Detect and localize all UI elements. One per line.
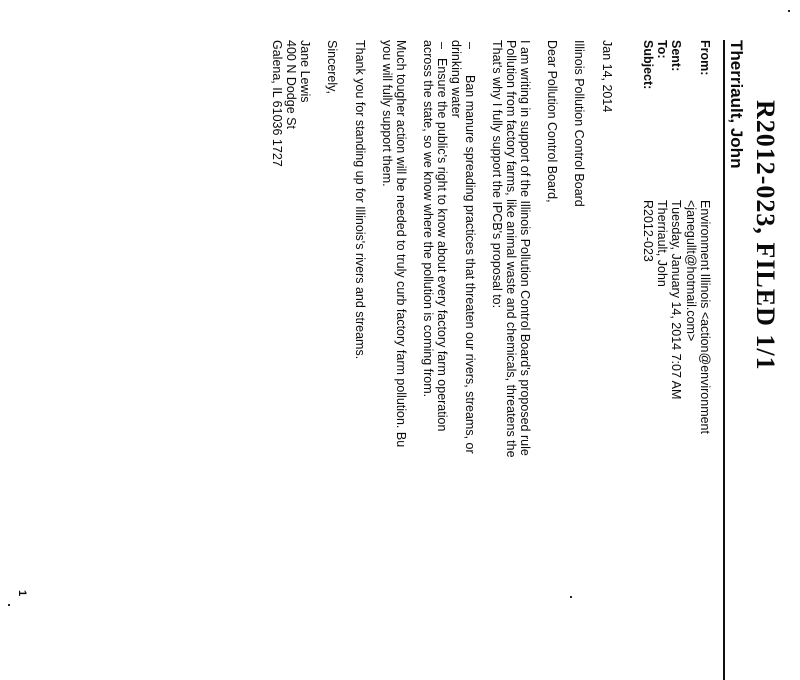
bullet-marker: – bbox=[435, 42, 449, 49]
bullet-text: drinking water bbox=[449, 40, 463, 118]
from-label: From: bbox=[698, 40, 712, 76]
paragraph-line: you will fully support them. bbox=[380, 40, 394, 187]
letter-salutation: Dear Pollution Control Board, bbox=[545, 40, 559, 203]
scan-speck bbox=[570, 596, 572, 598]
paragraph-line: Thank you for standing up for Illinois's rivers and streams. bbox=[353, 40, 367, 360]
paragraph-line: That's why I fully support the IPCB's proposal to: bbox=[490, 40, 504, 309]
sent-label: Sent: bbox=[669, 40, 683, 72]
bullet-text: Ban manure spreading practices that threaten our rivers, streams, or bbox=[463, 75, 477, 454]
paragraph-line: Pollution from factory farms, like animal waste and chemicals, threatens the bbox=[504, 40, 518, 458]
signature-name: Jane Lewis bbox=[298, 40, 312, 103]
heading-rule bbox=[723, 40, 725, 680]
scan-speck bbox=[8, 604, 10, 606]
page-number: 1 bbox=[16, 590, 28, 597]
paragraph-line: Much tougher action will be needed to truly curb factory farm pollution. Bu bbox=[394, 40, 408, 448]
letter-date: Jan 14, 2014 bbox=[600, 40, 614, 113]
from-value: Environment Illinois <action@environment bbox=[698, 200, 712, 434]
sent-value: Tuesday, January 14, 2014 7:07 AM bbox=[669, 200, 683, 400]
filing-stamp: R2012-023, FILED 1/1 bbox=[751, 100, 780, 371]
bullet-marker: – bbox=[463, 42, 477, 49]
paragraph-line: I am writing in support of the Illinois Pollution Control Board's proposed rule bbox=[518, 40, 532, 456]
letter-addressee: Illinois Pollution Control Board bbox=[572, 40, 586, 207]
signature-city: Galena, IL 61036 1727 bbox=[270, 40, 284, 167]
subject-value: R2012-023 bbox=[641, 200, 655, 262]
letter-closing: Sincerely, bbox=[325, 40, 339, 94]
bullet-text: Ensure the public's right to know about every factory farm operation bbox=[435, 58, 449, 432]
subject-label: Subject: bbox=[641, 40, 655, 90]
signature-street: 400 N Dodge St bbox=[284, 40, 298, 129]
scan-speck bbox=[788, 10, 790, 12]
bullet-text: across the state, so we know where the pollution is coming from. bbox=[421, 40, 435, 398]
sender-name-heading: Therriault, John bbox=[727, 40, 746, 169]
to-value: Therriault, John bbox=[655, 200, 669, 287]
from-value-email: <janegullt@hotmail.com> bbox=[684, 200, 698, 342]
to-label: To: bbox=[655, 40, 669, 59]
